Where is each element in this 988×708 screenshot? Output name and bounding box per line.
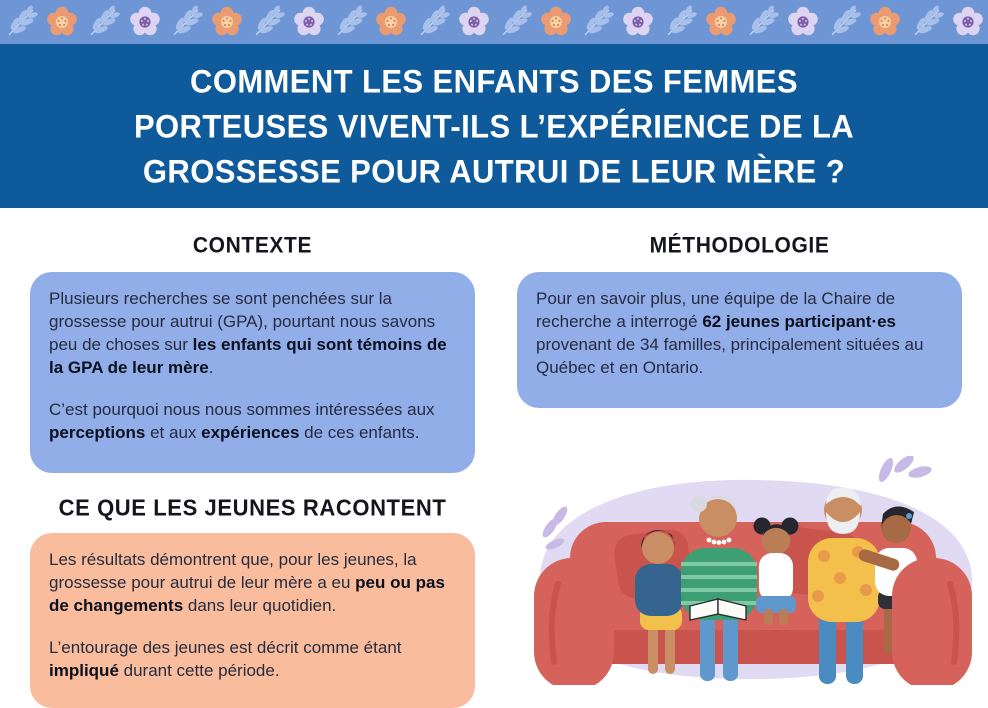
leaf-icon bbox=[86, 5, 120, 39]
methodologie-box bbox=[517, 272, 962, 408]
raconte-paragraph-1: Les résultats démontrent que, pour les jeunes, la grossesse pour autrui de leur mère a eu peu ou pas de changements dans leur quotidien. bbox=[49, 550, 445, 615]
lavender-flower-icon bbox=[952, 6, 984, 38]
orange-flower-icon bbox=[375, 6, 407, 38]
orange-flower-icon bbox=[211, 6, 243, 38]
leaf-icon bbox=[169, 5, 203, 39]
page-title-line-2: PORTEUSES VIVENT-ILS L’EXPÉRIENCE DE LA bbox=[133, 107, 855, 145]
orange-flower-icon bbox=[46, 6, 78, 38]
family-illustration bbox=[528, 456, 980, 685]
contexte-heading: CONTEXTE bbox=[192, 233, 313, 258]
raconte-box bbox=[30, 533, 475, 708]
page-title-line-1: COMMENT LES ENFANTS DES FEMMES bbox=[190, 62, 798, 100]
orange-flower-icon bbox=[540, 6, 572, 38]
sprig-top-right bbox=[876, 456, 933, 484]
leaf-icon bbox=[416, 5, 450, 39]
contexte-paragraph-1: Plusieurs recherches se sont penchées sur la grossesse pour autrui (GPA), pourtant nous savons peu de choses sur les enfants qui sont témoins de la GPA de leur mère. bbox=[49, 289, 447, 377]
lavender-flower-icon bbox=[622, 6, 654, 38]
contexte-box bbox=[30, 272, 475, 473]
lavender-flower-icon bbox=[458, 6, 490, 38]
leaf-icon bbox=[827, 5, 861, 39]
raconte-paragraph-2: L’entourage des jeunes est décrit comme étant impliqué durant cette période. bbox=[49, 638, 402, 680]
orange-flower-icon bbox=[869, 6, 901, 38]
leaf-icon bbox=[4, 5, 38, 39]
girl-middle bbox=[754, 518, 799, 626]
leaf-icon bbox=[910, 5, 944, 39]
leaf-icon bbox=[251, 5, 285, 39]
floral-border bbox=[0, 0, 988, 44]
lavender-flower-icon bbox=[293, 6, 325, 38]
lavender-flower-icon bbox=[787, 6, 819, 38]
leaf-icon bbox=[580, 5, 614, 39]
header-banner bbox=[0, 44, 988, 208]
leaf-icon bbox=[498, 5, 532, 39]
methodologie-heading: MÉTHODOLOGIE bbox=[649, 233, 830, 258]
methodologie-paragraph: Pour en savoir plus, une équipe de la Chaire de recherche a interrogé 62 jeunes participant·es provenant de 34 familles, principalement situées au Québec et en Ontario. bbox=[536, 289, 924, 377]
leaf-icon bbox=[745, 5, 779, 39]
leaf-icon bbox=[333, 5, 367, 39]
leaf-icon bbox=[663, 5, 697, 39]
page-title-line-3: GROSSESSE POUR AUTRUI DE LEUR MÈRE ? bbox=[142, 152, 846, 190]
raconte-heading: CE QUE LES JEUNES RACONTENT bbox=[58, 494, 447, 521]
lavender-flower-icon bbox=[129, 6, 161, 38]
contexte-paragraph-2: C’est pourquoi nous nous sommes intéressées aux perceptions et aux expériences de ces enfants. bbox=[49, 400, 435, 442]
orange-flower-icon bbox=[705, 6, 737, 38]
